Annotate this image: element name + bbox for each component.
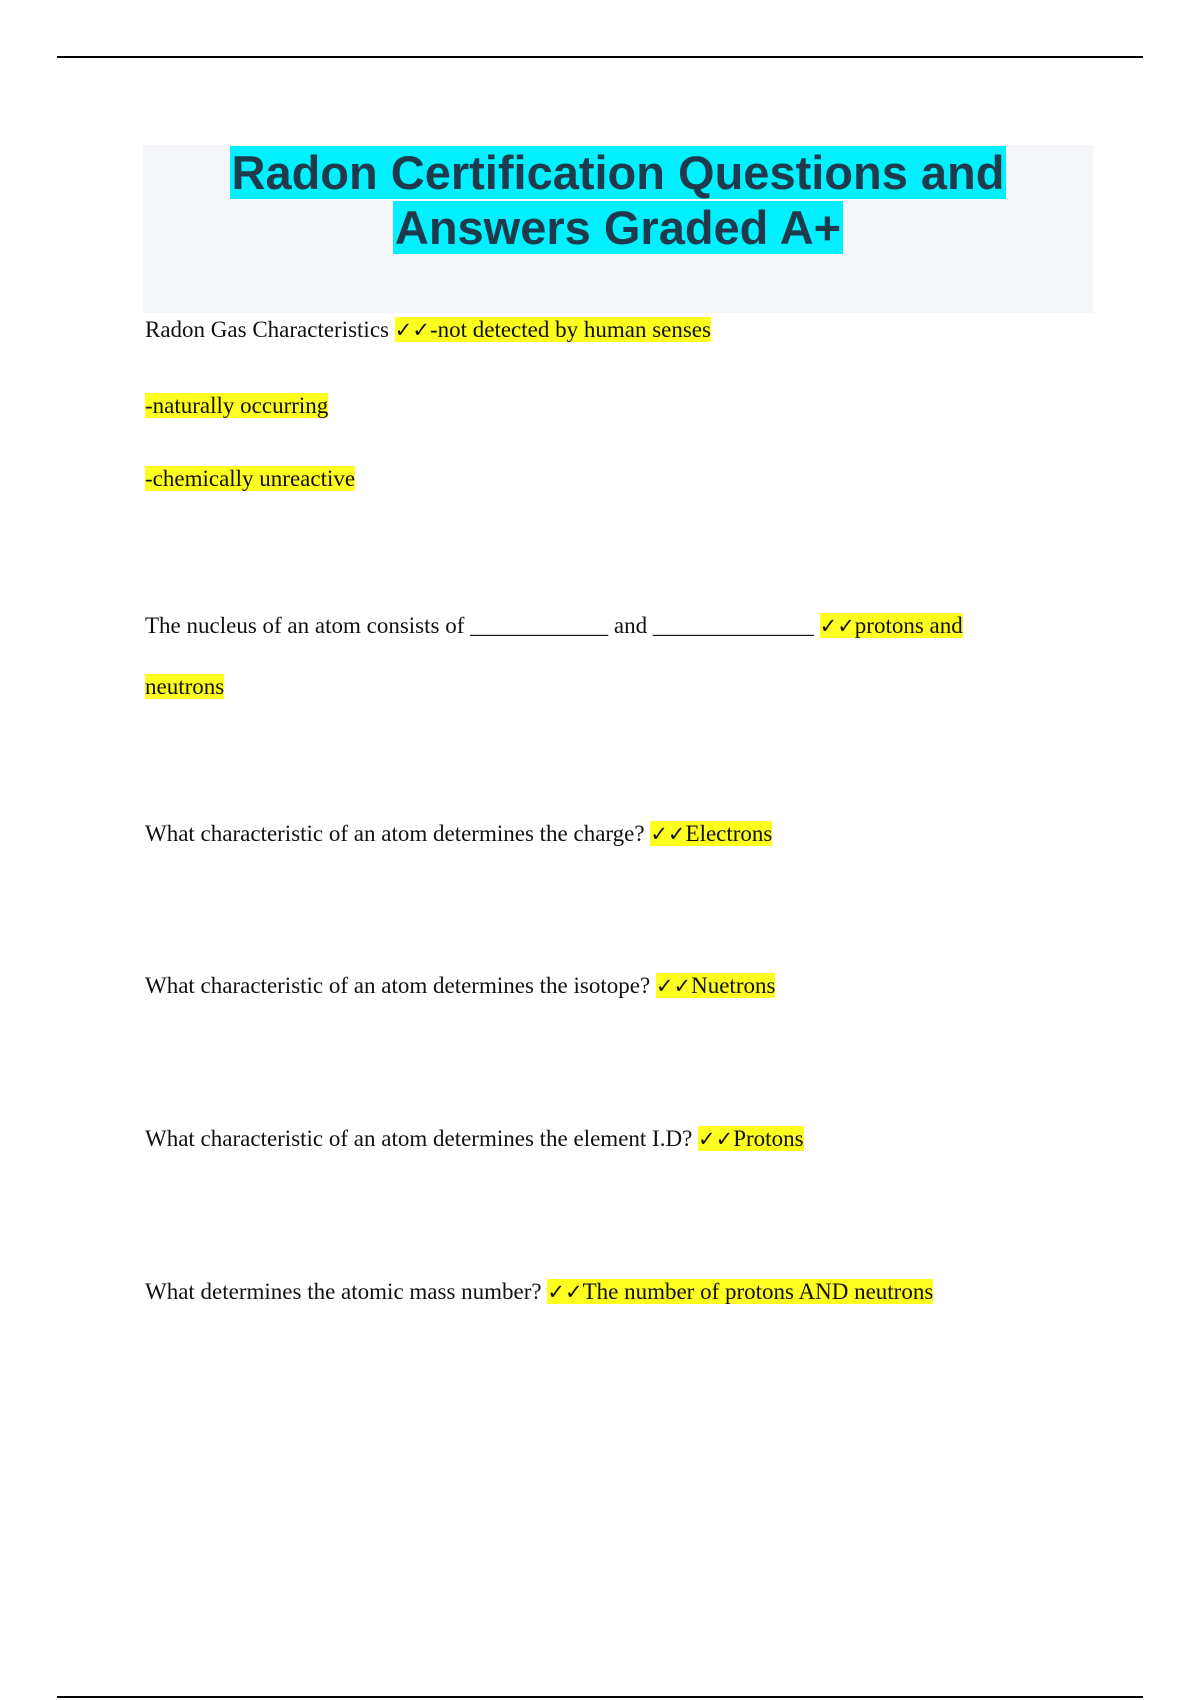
answer-text: Nuetrons xyxy=(691,973,776,998)
double-check-icon: ✓✓ xyxy=(650,822,686,846)
question-text: What characteristic of an atom determines the element I.D? xyxy=(145,1126,693,1151)
title-line-2: Answers Graded A+ xyxy=(394,201,842,254)
answer-text: Electrons xyxy=(685,821,773,846)
document-title xyxy=(143,145,1093,255)
top-rule xyxy=(57,56,1143,58)
qa-item-2-answer-line-2 xyxy=(145,671,224,703)
double-check-icon: ✓✓ xyxy=(547,1280,583,1304)
qa-item-3 xyxy=(145,818,772,850)
answer-text: neutrons xyxy=(145,674,225,699)
double-check-icon: ✓✓ xyxy=(655,974,692,998)
title-line-1: Radon Certification Questions and xyxy=(231,146,1005,199)
answer-text: The number of protons AND neutrons xyxy=(582,1279,934,1304)
question-text: Radon Gas Characteristics xyxy=(145,317,389,342)
double-check-icon: ✓✓ xyxy=(698,1127,734,1151)
qa-item-1 xyxy=(145,314,711,346)
answer-text: -chemically unreactive xyxy=(145,466,356,491)
double-check-icon: ✓✓ xyxy=(819,614,855,638)
answer-text: Protons xyxy=(733,1126,804,1151)
answer-text: protons and xyxy=(854,613,963,638)
qa-item-1-answer-line-2 xyxy=(145,390,328,422)
answer-text: -not detected by human senses xyxy=(429,317,711,342)
double-check-icon: ✓✓ xyxy=(394,318,430,342)
answer-text: -naturally occurring xyxy=(145,393,329,418)
answer-highlight xyxy=(650,821,772,846)
answer-highlight xyxy=(547,1279,933,1304)
qa-item-1-answer-line-3 xyxy=(145,463,355,495)
answer-highlight xyxy=(395,317,711,342)
question-text: What characteristic of an atom determines the isotope? xyxy=(145,973,651,998)
answer-highlight xyxy=(698,1126,804,1151)
question-text: What determines the atomic mass number? xyxy=(145,1279,542,1304)
qa-item-4 xyxy=(145,970,775,1002)
qa-item-2 xyxy=(145,610,963,642)
bottom-rule xyxy=(57,1696,1143,1698)
qa-item-6 xyxy=(145,1276,933,1308)
answer-highlight xyxy=(820,613,963,638)
question-text: The nucleus of an atom consists of ____________ and ______________ xyxy=(145,613,814,638)
question-text: What characteristic of an atom determines the charge? xyxy=(145,821,645,846)
answer-highlight xyxy=(656,973,776,998)
qa-item-5 xyxy=(145,1123,804,1155)
